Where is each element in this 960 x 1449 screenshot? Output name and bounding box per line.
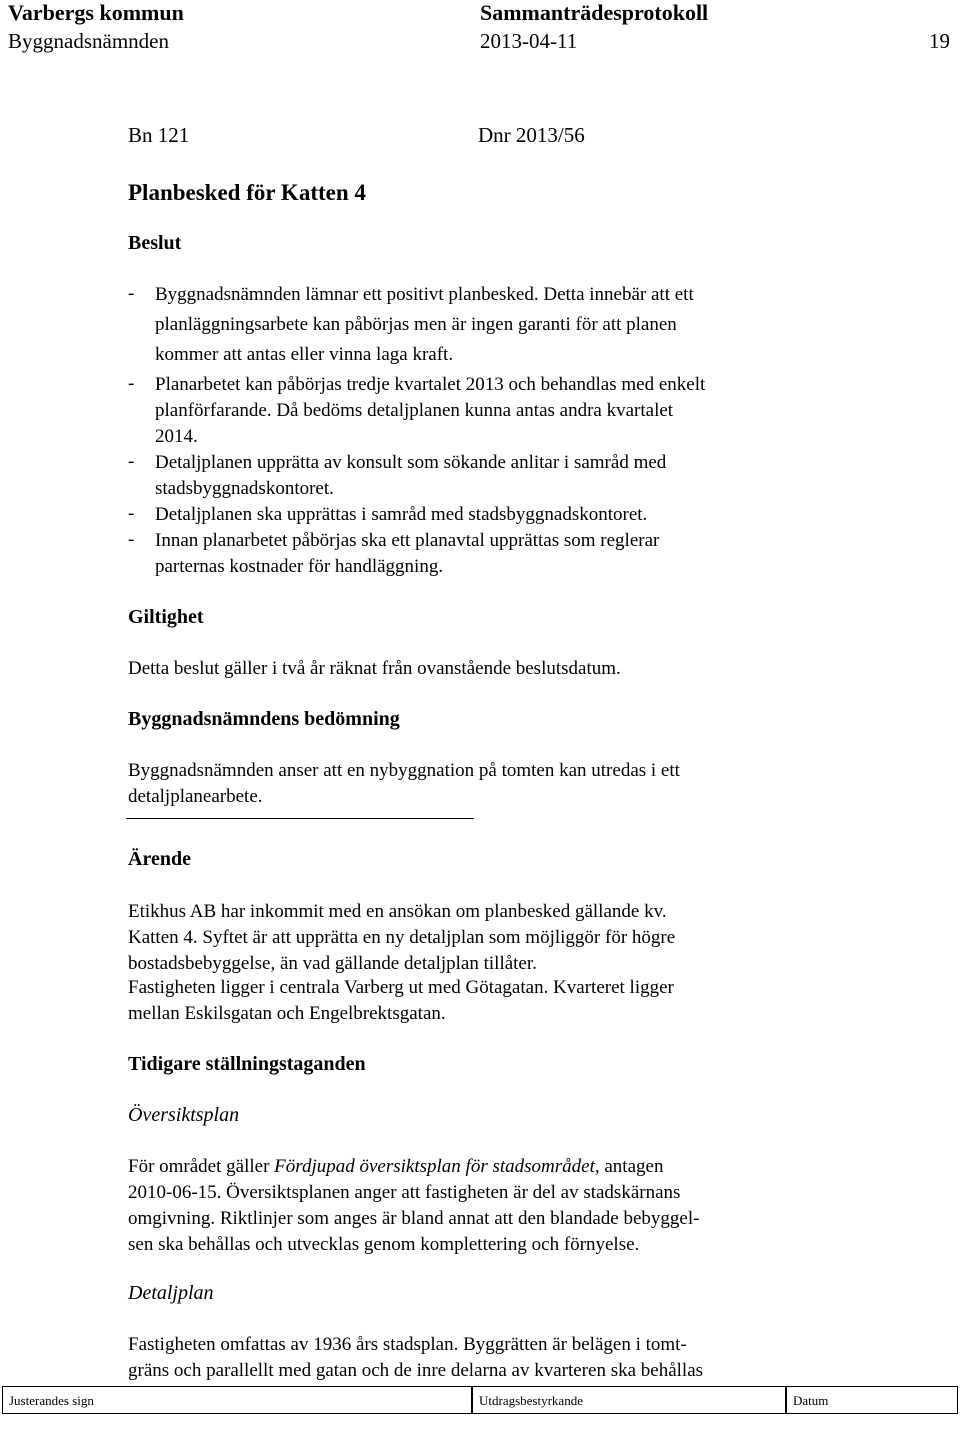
organization-name: Varbergs kommun — [8, 0, 184, 25]
signature-footer — [0, 1386, 960, 1414]
document-type: Sammanträdesprotokoll — [480, 0, 709, 25]
meeting-date: 2013-04-11 — [480, 29, 578, 53]
bullet-dash: - — [128, 373, 135, 394]
arende-line: bostadsbebyggelse, än vad gällande detaljplan tillåter. — [128, 953, 537, 974]
bullet-line: Byggnadsnämnden lämnar ett positivt planbesked. Detta innebär att ett — [155, 284, 694, 305]
page-title: Planbesked för Katten 4 — [128, 180, 366, 205]
arende-line: mellan Eskilsgatan och Engelbrektsgatan. — [128, 1003, 446, 1024]
bullet-line: Detaljplanen ska upprättas i samråd med stadsbyggnadskontoret. — [155, 504, 648, 525]
bullet-dash: - — [128, 503, 135, 524]
oversiktsplan-line-start: För området gäller — [128, 1156, 275, 1177]
footer-date-label: Datum — [793, 1393, 829, 1408]
case-dnr: Dnr 2013/56 — [478, 123, 585, 147]
oversiktsplan-subheading: Översiktsplan — [128, 1104, 240, 1126]
bedomning-line: Byggnadsnämnden anser att en nybyggnation på tomten kan utredas i ett — [128, 760, 680, 781]
footer-sign-label: Justerandes sign — [9, 1393, 94, 1408]
bullet-line: planförfarande. Då bedöms detaljplanen kunna antas andra kvartalet — [155, 400, 674, 421]
tidigare-heading: Tidigare ställningstaganden — [128, 1053, 366, 1075]
giltighet-heading: Giltighet — [128, 606, 204, 628]
bullet-dash: - — [128, 451, 135, 472]
page-number: 19 — [929, 29, 950, 53]
bullet-line: stadsbyggnadskontoret. — [155, 478, 334, 499]
bullet-line: kommer att antas eller vinna laga kraft. — [155, 344, 454, 365]
arende-line: Katten 4. Syftet är att upprätta en ny detaljplan som möjliggör för högre — [128, 927, 676, 948]
bullet-dash: - — [128, 283, 135, 304]
footer-extract-label: Utdragsbestyrkande — [479, 1393, 583, 1408]
oversiktsplan-line: 2010-06-15. Översiktsplanen anger att fastigheten är del av stadskärnans — [128, 1182, 681, 1203]
case-label: Bn 121 — [128, 123, 190, 147]
plan-name-italic: Fördjupad översiktsplan för stadsområdet — [274, 1156, 595, 1177]
detaljplan-subheading: Detaljplan — [128, 1282, 214, 1304]
arende-heading: Ärende — [128, 848, 191, 870]
bullet-dash: - — [128, 529, 135, 550]
section-divider — [126, 818, 474, 819]
footer-date-cell — [786, 1386, 958, 1414]
footer-extract-cell — [472, 1386, 786, 1414]
footer-sign-cell — [2, 1386, 472, 1414]
bullet-line: Innan planarbetet påbörjas ska ett planavtal upprättas som reglerar — [155, 530, 660, 551]
oversiktsplan-line-end: , antagen — [594, 1156, 664, 1177]
oversiktsplan-line: sen ska behållas och utvecklas genom komplettering och förnyelse. — [128, 1234, 640, 1255]
detaljplan-line: Fastigheten omfattas av 1936 års stadsplan. Byggrätten är belägen i tomt- — [128, 1334, 687, 1355]
bullet-line: 2014. — [155, 426, 198, 447]
giltighet-text: Detta beslut gäller i två år räknat från ovanstående beslutsdatum. — [128, 658, 621, 679]
bullet-line: parternas kostnader för handläggning. — [155, 556, 444, 577]
bullet-line: planläggningsarbete kan påbörjas men är ingen garanti för att planen — [155, 314, 677, 335]
arende-line: Etikhus AB har inkommit med en ansökan om planbesked gällande kv. — [128, 901, 667, 922]
arende-line: Fastigheten ligger i centrala Varberg ut med Götagatan. Kvarteret ligger — [128, 977, 674, 998]
oversiktsplan-line: omgivning. Riktlinjer som anges är bland annat att den blandade bebyggel- — [128, 1208, 700, 1229]
bedomning-heading: Byggnadsnämndens bedömning — [128, 708, 400, 730]
bullet-line: Planarbetet kan påbörjas tredje kvartalet 2013 och behandlas med enkelt — [155, 374, 706, 395]
beslut-heading: Beslut — [128, 232, 182, 254]
board-name: Byggnadsnämnden — [8, 29, 169, 53]
bullet-line: Detaljplanen upprätta av konsult som sökande anlitar i samråd med — [155, 452, 667, 473]
bedomning-line: detaljplanearbete. — [128, 786, 263, 807]
detaljplan-line: gräns och parallellt med gatan och de inre delarna av kvarteren ska behållas — [128, 1360, 704, 1381]
oversiktsplan-line — [128, 1154, 663, 1180]
